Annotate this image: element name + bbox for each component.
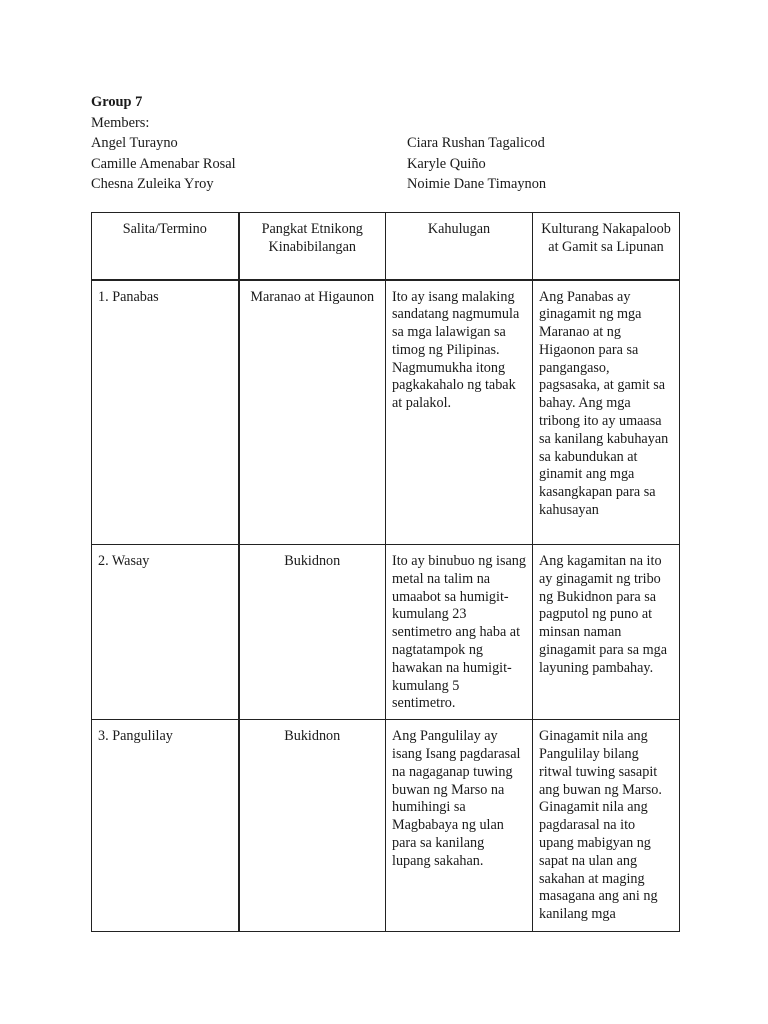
member-name: Ciara Rushan Tagalicod [407,135,545,151]
member-name: Angel Turayno [91,135,178,151]
members-list [91,133,691,195]
column-header-ethnic-group: Pangkat Etnikong Kinabibilangan [239,213,386,280]
member-name: Camille Amenabar Rosal [91,155,236,172]
cell-culture: Ang kagamitan na ito ay ginagamit ng tribo ng Bukidnon para sa pagputol ng puno at minsan naman ginagamit para sa mga layuning pambahay. [533,545,680,720]
cell-meaning: Ito ay binubuo ng isang metal na talim na umaabot sa humigit-kumulang 23 sentimetro ang haba at nagtatampok ng hawakan na humigit-kumulang 5 sentimetro. [386,545,533,720]
cell-ethnic-group: Bukidnon [239,545,386,720]
table-row [92,280,680,545]
cell-culture: Ang Panabas ay ginagamit ng mga Maranao at ng Higaonon para sa pangangaso, pagsasaka, at gamit sa bahay. Ang mga tribong ito ay umaasa sa kanilang kabuhayan sa kabundukan at ginamit ang mga kasangkapan para sa kahusayan [533,280,680,545]
cell-culture: Ginagamit nila ang Pangulilay bilang ritwal tuwing sasapit ang buwan ng Marso. Ginagamit nila ang pagdarasal na ito upang mabigyan ng sapat na ulan ang sakahan at maging masagana ang ani ng kanilang mga [533,720,680,932]
member-row [91,174,691,195]
table-row [92,545,680,720]
table-row [92,720,680,932]
member-row [91,154,691,175]
cell-term: 3. Pangulilay [92,720,239,932]
cell-meaning: Ang Pangulilay ay isang Isang pagdarasal na nagaganap tuwing buwan ng Marso na humihingi sa Magbabaya ng ulan para sa kanilang lupang sakahan. [386,720,533,932]
member-name: Chesna Zuleika Yroy [91,176,214,192]
members-label: Members: [91,114,150,131]
member-row [91,133,691,154]
group-title: Group 7 [91,94,143,110]
member-name: Karyle Quiño [407,155,486,172]
cell-ethnic-group: Maranao at Higaunon [239,280,386,545]
column-header-term: Salita/Termino [92,213,239,280]
terms-table [91,212,680,932]
table-header-row [92,213,680,280]
cell-ethnic-group: Bukidnon [239,720,386,932]
cell-term: 2. Wasay [92,545,239,720]
column-header-meaning: Kahulugan [386,213,533,280]
column-header-culture: Kulturang Nakapaloob at Gamit sa Lipunan [533,213,680,280]
cell-term: 1. Panabas [92,280,239,545]
member-name: Noimie Dane Timaynon [407,176,547,192]
cell-meaning: Ito ay isang malaking sandatang nagmumula sa mga lalawigan sa timog ng Pilipinas. Nagmumukha itong pagkakahalo ng tabak at palakol. [386,280,533,545]
document-header [91,92,691,195]
